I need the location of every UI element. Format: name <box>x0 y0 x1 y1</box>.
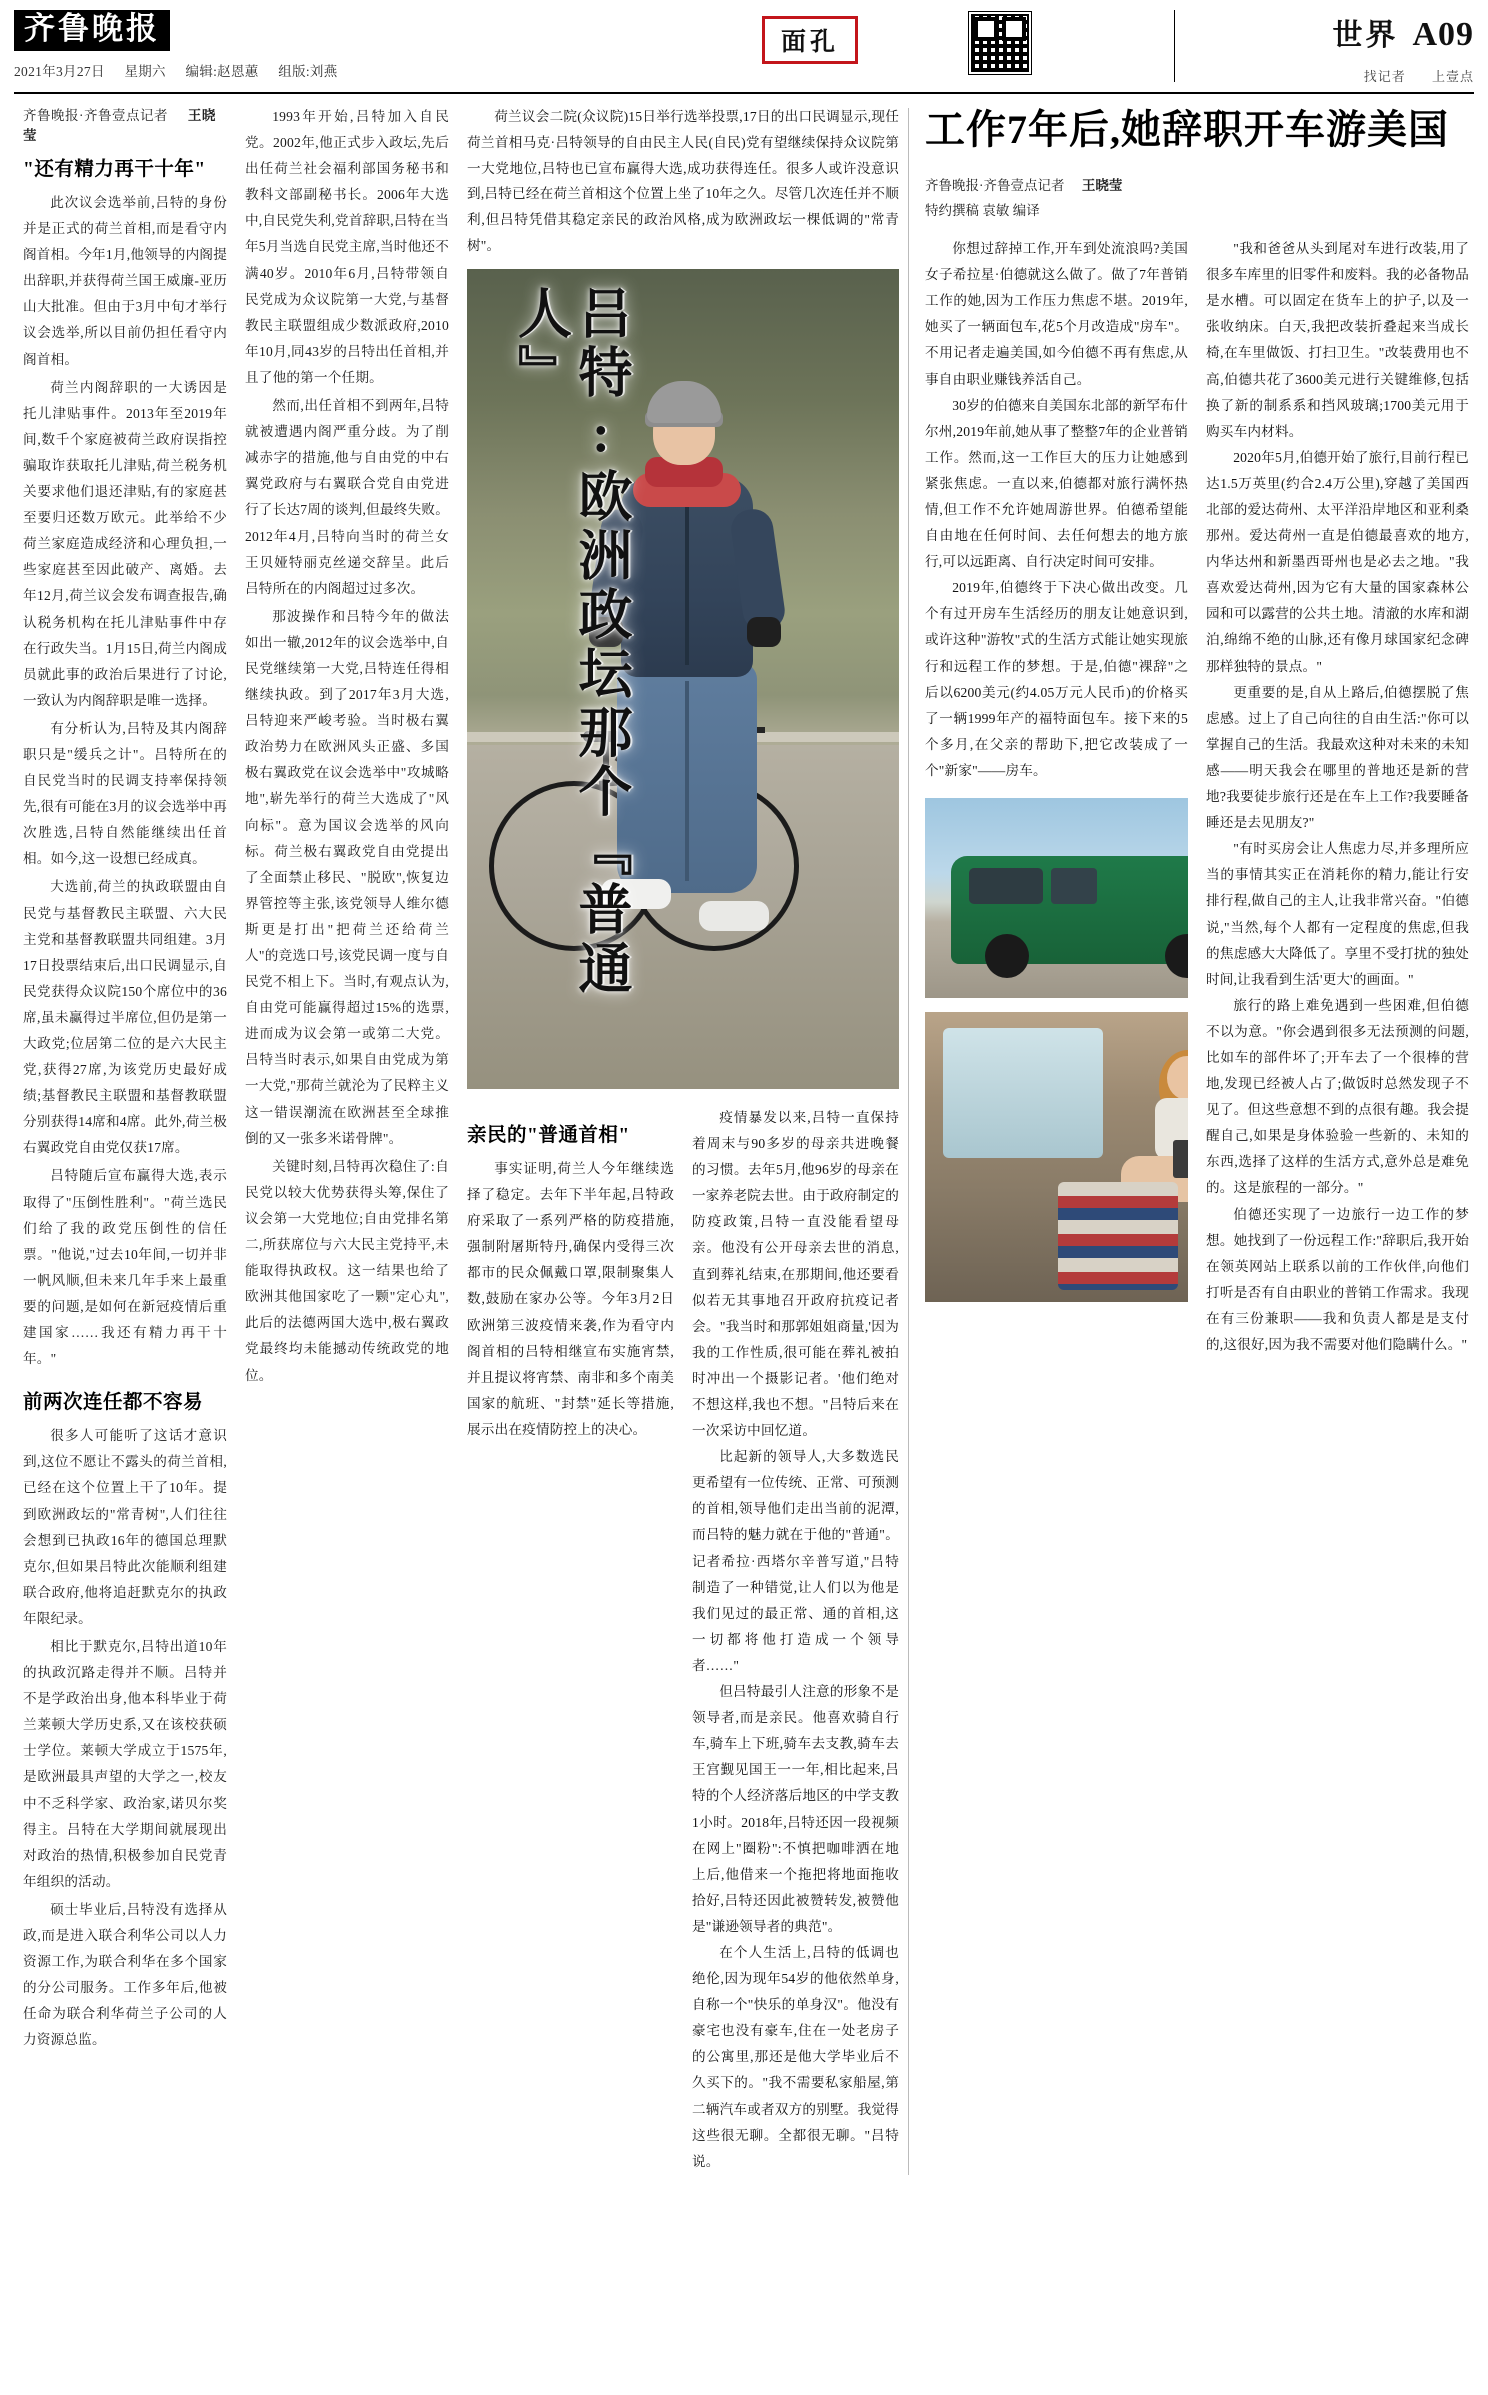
section-name: 世界 <box>1332 19 1399 52</box>
left-para: 此次议会选举前,吕特的身份并是正式的荷兰首相,而是看守内阁首相。今年1月,他领导的内阁提出辞职,并获得荷兰国王威廉-亚历山大批准。但由于3月中旬才举行议会选举,所以目前仍担任看守内阁首相。 <box>23 195 227 367</box>
right-para: "我和爸爸从头到尾对车进行改装,用了很多车库里的旧零件和废料。我的必备物品是水槽。可以固定在货车上的护子,以及一张收纳床。白天,我把改装折叠起来当成长椅,在车里做饭、打扫卫生。"改装费用也不高,伯德共花了3600美元进行关键维修,包括换了新的制系系和挡风玻璃;1700美元用于购买车内材料。 <box>1206 241 1469 439</box>
camper-interior-photo <box>925 1012 1188 1302</box>
left-para: 荷兰内阁辞职的一大诱因是托儿津贴事件。2013年至2019年间,数千个家庭被荷兰政府误指控骗取诈获取托儿津贴,荷兰税务机关要求他们退还津贴,有的家庭甚至要归还数万欧元。此举给不少荷兰家庭造成经济和心理负担,一些家庭甚至因此破产、离婚。去年12月,荷兰议会发布调查报告,确认税务机构在托儿津贴事件中存在行政失当。1月15日,荷兰内阁成员就此事的政治后果进行了讨论,一致认为内阁辞职是唯一选择。 <box>23 379 227 708</box>
below-photo-column-2 <box>692 1105 899 2175</box>
laptop-icon <box>1173 1140 1188 1178</box>
masthead-meta <box>14 60 344 80</box>
left-byline-reporter: 王晓莹 <box>23 108 216 143</box>
left-para: 大选前,荷兰的执政联盟由自民党与基督教民主联盟、六大民主党和基督教联盟共同组建。3月17日投票结束后,出口民调显示,自民党获得众议院150个席位中的36席,虽未赢得过半席位,但仍是第一大政党;位居第二位的是六大民主党,获得27席,为该党历史最好成绩;基督教民主联盟和基督教联盟分别获得14席和4席。此外,荷兰极右翼政党自由党仅获17席。 <box>23 879 227 1156</box>
right-byline <box>925 173 1469 224</box>
left-para: 然而,出任首相不到两年,吕特就被遭遇内阁严重分歧。为了削减赤字的措施,他与自由党的中右翼党政府与右翼联合党自由党进行了长达7周的谈判,但最终失败。2012年4月,吕特向当时的荷兰女王贝娅特丽克丝递交辞呈。此后吕特所在的内阁超过过多次。 <box>245 398 449 596</box>
page-content <box>14 104 1474 2175</box>
weekday: 星期六 <box>124 63 166 79</box>
right-para: 你想过辞掉工作,开车到处流浪吗?美国女子希拉星·伯德就这么做了。做了7年普销工作的她,因为工作压力焦虑不堪。2019年,她买了一辆面包车,花5个月改造成"房车"。不用记者走遍美国,如今伯德不再有焦虑,从事自由职业赚钱养活自己。 <box>925 241 1188 387</box>
qr-code-icon[interactable] <box>969 12 1031 74</box>
right-byline-reporter: 王晓莹 <box>1081 177 1123 193</box>
layout-credit: 组版:刘燕 <box>278 63 338 79</box>
rider-jacket-zip <box>685 485 689 665</box>
van-photo <box>925 798 1188 998</box>
slogan-right: 上壹点 <box>1431 69 1474 84</box>
left-para: 关键时刻,吕特再次稳住了:自民党以较大优势获得头筹,保住了议会第一大党地位;自由党排名第二,所获席位与六大民主党持平,未能取得执政权。这一结果也给了欧洲其他国家吃了一颗"定心丸",此后的法德两国大选中,极右翼政党最终均未能撼动传统政党的地位。 <box>245 1158 449 1383</box>
van-wheel-front <box>985 934 1029 978</box>
page-number: A09 <box>1412 16 1474 53</box>
rider-beanie <box>647 381 721 423</box>
right-para: 30岁的伯德来自美国东北部的新罕布什尔州,2019年前,她从事了整整7年的企业普销工作。然而,这一工作巨大的压力让她感到紧张焦虑。一直以来,伯德都对旅行满怀热情,但工作不允许她周游世界。伯德希望能自由地在任何时间、去任何想去的地方旅行,可以远距离、自行决定时间可安排。 <box>925 397 1188 570</box>
right-col-a <box>925 236 1188 1358</box>
left-para: 吕特随后宣布赢得大选,表示取得了"压倒性胜利"。"荷兰选民们给了我的政党压倒性的信任票。"他说,"过去10年间,一切并非一帆风顺,但未来几年手来上最重要的问题,是如何在新冠疫情后重建国家……我还有精力再干十年。" <box>23 1168 227 1367</box>
left-para: 比起新的领导人,大多数选民更希望有一位传统、正常、可预测的首相,领导他们走出当前的泥潭,而吕特的魅力就在于他的"普通"。记者希拉·西塔尔辛普写道,"吕特制造了一种错觉,让人们以为他是我们见过的最正常、通的首相,这一切都将他打造成一个领导者……" <box>692 1449 899 1673</box>
right-byline-org: 齐鲁晚报·齐鲁壹点记者 <box>925 177 1065 193</box>
rider-shoe-right <box>699 901 769 931</box>
left-para: 有分析认为,吕特及其内阁辞职只是"缓兵之计"。吕特所在的自民党当时的民调支持率保持领先,很有可能在3月的议会选举中再次胜选,吕特自然能继续出任首相。如今,这一设想已经成真。 <box>23 720 227 867</box>
van-window-rear <box>1051 868 1097 904</box>
left-byline <box>23 104 227 144</box>
van-wheel-rear <box>1165 934 1188 978</box>
editor-credit: 编辑:赵恩蕙 <box>185 63 259 79</box>
striped-blanket <box>1058 1182 1178 1290</box>
left-column-2 <box>236 104 458 2175</box>
below-photo-column-1 <box>467 1105 674 2175</box>
green-van-shape <box>951 856 1188 964</box>
right-para: 更重要的是,自从上路后,伯德摆脱了焦虑感。过上了自己向往的自由生活:"你可以掌握自己的生活。我最欢这种对未来的未知感——明天我会在哪里的普地还是新的营地?我要徒步旅行还是在车上工作?我要睡备睡还是去见朋友?" <box>1206 684 1469 831</box>
left-byline-org: 齐鲁晚报·齐鲁壹点记者 <box>23 108 168 123</box>
right-column <box>909 104 1469 2175</box>
left-lead-paragraph: 荷兰议会二院(众议院)15日举行选举投票,17日的出口民调显示,现任荷兰首相马克·吕特领导的自由民主人民(自民)党有望继续保持众议院第一大党地位,吕特也已宣布赢得大选,成功获得连任。很多人或许没意识到,吕特已经在荷兰首相这个位置上坐了10年之久。尽管几次连任并不顺利,但吕特凭借其稳定亲民的政治风格,成为欧洲政坛一棵低调的"常青树"。 <box>467 109 899 254</box>
left-para: 事实证明,荷兰人今年继续选择了稳定。去年下半年起,吕特政府采取了一系列严格的防疫措施,强制附屠斯特丹,确保内受得三次都市的民众佩戴口罩,限制聚集人数,鼓励在家办公等。今年3月2日欧洲第三波疫情来袭,作为看守内阁首相的吕特相继宣布实施宵禁,并且提议将宵禁、南非和多个南美国家的航班、"封禁"延长等措施,展示出在疫情防控上的决心。 <box>467 1160 674 1437</box>
left-para: 1993年开始,吕特加入自民党。2002年,他正式步入政坛,先后出任荷兰社会福利部国务秘书和教科文部副秘书长。2006年大选中,自民党失利,党首辞职,吕特在当年5月当选自民党主席,当时他还不满40岁。2010年6月,吕特带领自民党成为众议院第一大党,与基督教民主联盟组成少数派政府,2010年10月,同43岁的吕特出任首相,并且了他的第一个任期。 <box>245 109 449 385</box>
left-heading-2: 前两次连任都不容易 <box>23 1392 204 1414</box>
left-para: 但吕特最引人注意的形象不是领导者,而是亲民。他喜欢骑自行车,骑车上下班,骑车去支教,骑车去王宫觐见国王一一年,相比起来,吕特的个人经济落后地区的中学支教1小时。2018年,吕特还因一段视频在网上"圈粉":不慎把咖啡洒在地上后,他借来一个拖把将地面拖收拾好,吕特还因此被赞转发,被赞他是"谦逊领导者的典范"。 <box>692 1684 899 1934</box>
right-para: 旅行的路上难免遇到一些困难,但伯德不以为意。"你会遇到很多无法预测的问题,比如车的部件坏了;开车去了一个很棒的营地,发现已经被人占了;做饭时总然发现子不见了。但这些意想不到的点很有趣。我会提醒自己,如果是身体验验一些新的、未知的东西,选择了这样的生活方式,意外总是难免的。这是旅程的一部分。" <box>1206 997 1469 1196</box>
center-photo-column <box>458 104 908 2175</box>
left-heading-1: "还有精力再干十年" <box>23 159 206 180</box>
right-headline: 工作7年后,她辞职开车游美国 <box>925 107 1449 152</box>
masthead-left <box>14 10 344 80</box>
slogan-left: 找记者 <box>1363 69 1406 84</box>
left-heading-3: 亲民的"普通首相" <box>467 1124 630 1146</box>
camper-window <box>943 1028 1103 1158</box>
left-para: 那波操作和吕特今年的做法如出一辙,2012年的议会选举中,自民党继续第一大党,吕特连任得相继续执政。到了2017年3月大选,吕特迎来严峻考验。当时极右翼政治势力在欧洲风头正盛、多国极右翼政党在议会选举中"攻城略地",崭先举行的荷兰大选成了"风向标"。意为国议会选举的风向标。荷兰极右翼政党自由党提出了全面禁止移民、"脱欧",恢复边界管控等主张,该党领导人维尔德斯更是打出"把荷兰还给荷兰人"的竞选口号,该党民调一度与自民党不相上下。当时,有观点认为,自由党可能赢得超过15%的选票,进而成为议会第一或第二大党。吕特当时表示,如果自由党成为第一大党,"那荷兰就沦为了民粹主义这一错误潮流在欧洲甚至全球推倒的又一张多米诺骨牌"。 <box>245 608 449 1146</box>
right-para: 2020年5月,伯德开始了旅行,目前行程已达1.5万英里(约合2.4万公里),穿越了美国西北部的爱达荷州、太平洋沿岸地区和亚利桑那州。爱达荷州一直是伯德最喜欢的地方,内华达州和新墨西哥州也是必去之地。"我喜欢爱达荷州,因为它有大量的国家森林公园和可以露营的公共土地。清澈的水库和湖泊,绵绵不绝的山脉,还有像月球国家纪念碑那样独特的景点。" <box>1206 449 1469 674</box>
right-para: 伯德还实现了一边旅行一边工作的梦想。她找到了一份远程工作:"辞职后,我开始在领英网站上联系以前的工作伙伴,向他们打听是否有自由职业的普销工作需求。我现在有三份兼职——我和负责人都是是支付的,这很好,因为我不需要对他们隐瞒什么。" <box>1206 1206 1469 1353</box>
van-window-front <box>969 868 1043 904</box>
vertical-headline: 吕特:欧洲政坛那个『普通人』 <box>510 284 631 999</box>
right-text-columns <box>925 236 1469 1358</box>
right-para: 2019年,伯德终于下决心做出改变。几个有过开房车生活经历的朋友让她意识到,或许这种"游牧"式的生活方式能让她实现旅行和远程工作的梦想。于是,伯德"裸辞"之后以6200美元(约4.05万元人民币)的价格买了一辆1999年产的福特面包车。接下来的5个多月,在父亲的帮助下,把它改装成了一个"新家"——房车。 <box>925 580 1188 778</box>
left-para: 硕士毕业后,吕特没有选择从政,而是进入联合利华公司以人力资源工作,为联合利华在多个国家的分公司服务。工作多年后,他被任命为联合利华荷兰子公司的人力资源总监。 <box>23 1901 227 2048</box>
rider-glove-right <box>747 617 781 647</box>
left-para: 疫情暴发以来,吕特一直保持着周末与90多岁的母亲共进晚餐的习惯。去年5月,他96岁的母亲在一家养老院去世。由于政府制定的防疫政策,吕特一直没能看望母亲。他没有公开母亲去世的消息,直到葬礼结束,在那期间,他还要看似若无其事地召开政府抗疫记者会。"我当时和那郭姐姐商量,'因为我的工作性质,很可能在葬礼被拍时冲出一个摄影记者。'他们绝对不想这样,我也不想。"吕特后来在一次采访中回忆道。 <box>692 1109 899 1439</box>
masthead-center <box>344 10 1174 88</box>
right-para: "有时买房会让人焦虑力尽,并多理所应当的事情其实正在消耗你的精力,能让行安排行程,做自己的主人,让我非常兴奋。"伯德说,"当然,每个人都有一定程度的焦虑,但我的焦虑感大大降低了。享里不受打扰的独处时间,让我看到生活'更大'的画面。" <box>1206 841 1469 987</box>
masthead <box>14 10 1474 94</box>
left-para: 相比于默克尔,吕特出道10年的执政沉路走得并不顺。吕特并不是学政治出身,他本科毕业于荷兰莱顿大学历史系,又在该校获硕士学位。莱顿大学成立于1575年,是欧洲最具声望的大学之一,校友中不乏科学家、政治家,诺贝尔奖得主。吕特在大学期间就展现出对政治的热情,积极参加自民党青年组织的活动。 <box>23 1638 227 1889</box>
left-para: 很多人可能听了这话才意识到,这位不愿让不露头的荷兰首相,已经在这个位置上干了10年。提到欧洲政坛的"常青树",人们往往会想到已执政16年的德国总理默克尔,但如果吕特此次能顺利组建联合政府,他将追赶默克尔的执政年限纪录。 <box>23 1428 227 1626</box>
newspaper-logo: 齐鲁晚报 <box>14 10 170 51</box>
publish-date: 2021年3月27日 <box>14 63 105 79</box>
cyclist-photo <box>467 269 899 1089</box>
right-byline-contributor: 特约撰稿 袁敏 编译 <box>925 203 1040 219</box>
right-col-b <box>1206 236 1469 1358</box>
rider-leg-split <box>685 681 689 881</box>
left-column-1 <box>14 104 236 2175</box>
column-tag-face: 面孔 <box>762 16 858 64</box>
masthead-slogan <box>1191 66 1474 85</box>
masthead-right <box>1174 10 1474 82</box>
left-para: 在个人生活上,吕特的低调也绝伦,因为现年54岁的他依然单身,自称一个"快乐的单身汉"。他没有豪宅也没有豪车,住在一处老房子的公寓里,那还是他大学毕业后不久买下的。"我不需要私家船屋,第二辆汽车或者双方的别墅。我觉得这些很无聊。全都很无聊。"吕特说。 <box>692 1944 899 2169</box>
